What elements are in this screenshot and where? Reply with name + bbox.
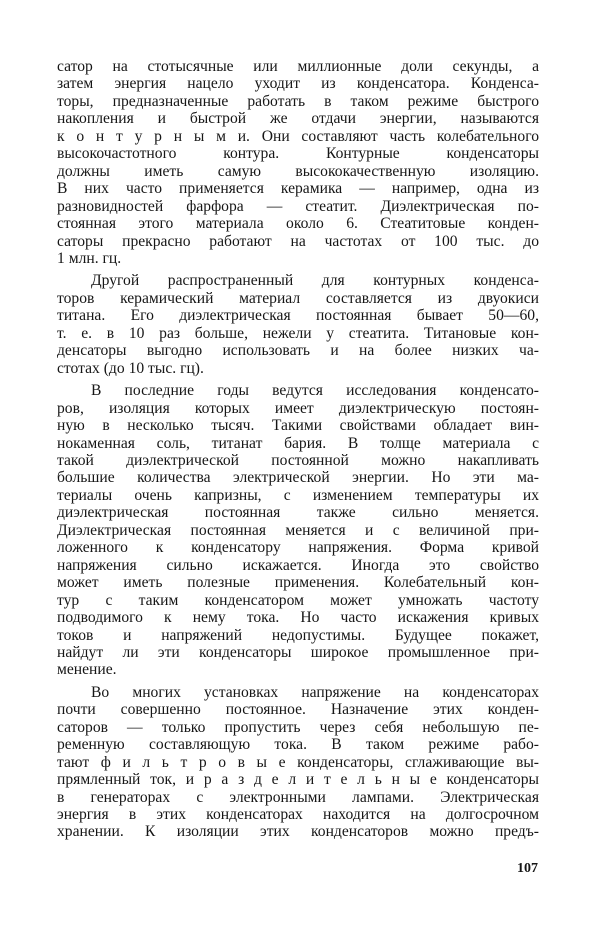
text-line: затем энергия нацело уходит из конденсатора. Конденса- — [57, 75, 539, 93]
text-line: энергия в этих конденсаторах находится на долгосрочном — [57, 806, 539, 824]
text-line: саторы прекрасно работают на частотах от 100 тыс. до — [57, 232, 539, 250]
text-line: денсаторы выгодно использовать и на более низких ча- — [57, 342, 539, 360]
text-line: почти совершенно постоянное. Назначение этих конден- — [57, 701, 539, 719]
text-line: В последние годы ведутся исследования конденсато- — [91, 382, 539, 400]
paragraph-4 — [57, 684, 539, 841]
paragraph-1 — [57, 58, 539, 267]
text-line: ную в несколько тысяч. Такими свойствами обладает вин- — [57, 417, 539, 435]
text-line: диэлектрическая постоянная также сильно меняется. — [57, 504, 539, 522]
text-line: найдут ли эти конденсаторы широкое промышленное при- — [57, 643, 539, 661]
text-line: Другой распространенный для контурных конденса- — [91, 272, 539, 290]
text-line: торы, предназначенные работать в таком режиме быстрого — [57, 92, 539, 110]
text-line: должны иметь самую высококачественную изоляцию. — [57, 162, 539, 180]
text-line: титана. Его диэлектрическая постоянная бывает 50—60, — [57, 307, 539, 325]
text-line: подводимого к нему тока. Но часто искажения кривых — [57, 609, 539, 627]
text-line: разновидностей фарфора — стеатит. Диэлектрическая по- — [57, 197, 539, 215]
text-line: большие количества электрической энергии. Но эти ма- — [57, 469, 539, 487]
text-line: В них часто применяется керамика — например, одна из — [57, 180, 539, 198]
text-line: т. е. в 10 раз больше, нежели у стеатита. Титановые кон- — [57, 324, 539, 342]
text-line: стоянная этого материала около 6. Стеатитовые конден- — [57, 215, 539, 233]
text-line: 1 млн. гц. — [57, 249, 122, 267]
text-line: высокочастотного контура. Контурные конденсаторы — [57, 145, 539, 163]
text-line: Диэлектрическая постоянная меняется и с величиной при- — [57, 521, 539, 539]
text-line: торов керамический материал составляется из двуокиси — [57, 289, 539, 307]
text-line: Во многих установках напряжение на конденсаторах — [91, 683, 539, 701]
paragraph-2 — [57, 272, 539, 377]
text-line: в генераторах с электронными лампами. Электрическая — [57, 788, 539, 806]
text-line: ложенного к конденсатору напряжения. Форма кривой — [57, 539, 539, 557]
text-line: стотах (до 10 тыс. гц). — [57, 359, 204, 377]
text-line: ременную составляющую тока. В таком режиме рабо- — [57, 736, 539, 754]
text-line: к о н т у р н ы м и. Они составляют часть колебательного — [57, 127, 539, 145]
text-line: тур с таким конденсатором может умножать частоту — [57, 591, 539, 609]
page-body — [57, 58, 539, 841]
text-line: может иметь полезные применения. Колебательный кон- — [57, 574, 539, 592]
text-line: прямленный ток, и р а з д е л и т е л ь н ы е конденсаторы — [57, 771, 539, 789]
text-line: такой диэлектрической постоянной можно накапливать — [57, 451, 539, 469]
paragraph-3 — [57, 382, 539, 679]
page-number: 107 — [517, 861, 538, 876]
text-line: напряжения сильно искажается. Иногда это свойство — [57, 556, 539, 574]
text-line: токов и напряжений недопустимы. Будущее покажет, — [57, 626, 539, 644]
text-line: накопления и быстрой же отдачи энергии, называются — [57, 110, 539, 128]
text-line: ров, изоляция которых имеет диэлектрическую постоян- — [57, 399, 539, 417]
text-line: хранении. К изоляции этих конденсаторов можно предъ- — [57, 823, 539, 841]
text-line: нокаменная соль, титанат бария. В толще материала с — [57, 434, 539, 452]
text-line: сатор на стотысячные или миллионные доли секунды, а — [57, 58, 539, 75]
text-line: саторов — только пропустить через себя небольшую пе- — [57, 718, 539, 736]
text-line: менение. — [57, 661, 117, 679]
text-line: тают ф и л ь т р о в ы е конденсаторы, сглаживающие вы- — [57, 753, 539, 771]
text-line: териалы очень капризны, с изменением температуры их — [57, 486, 539, 504]
